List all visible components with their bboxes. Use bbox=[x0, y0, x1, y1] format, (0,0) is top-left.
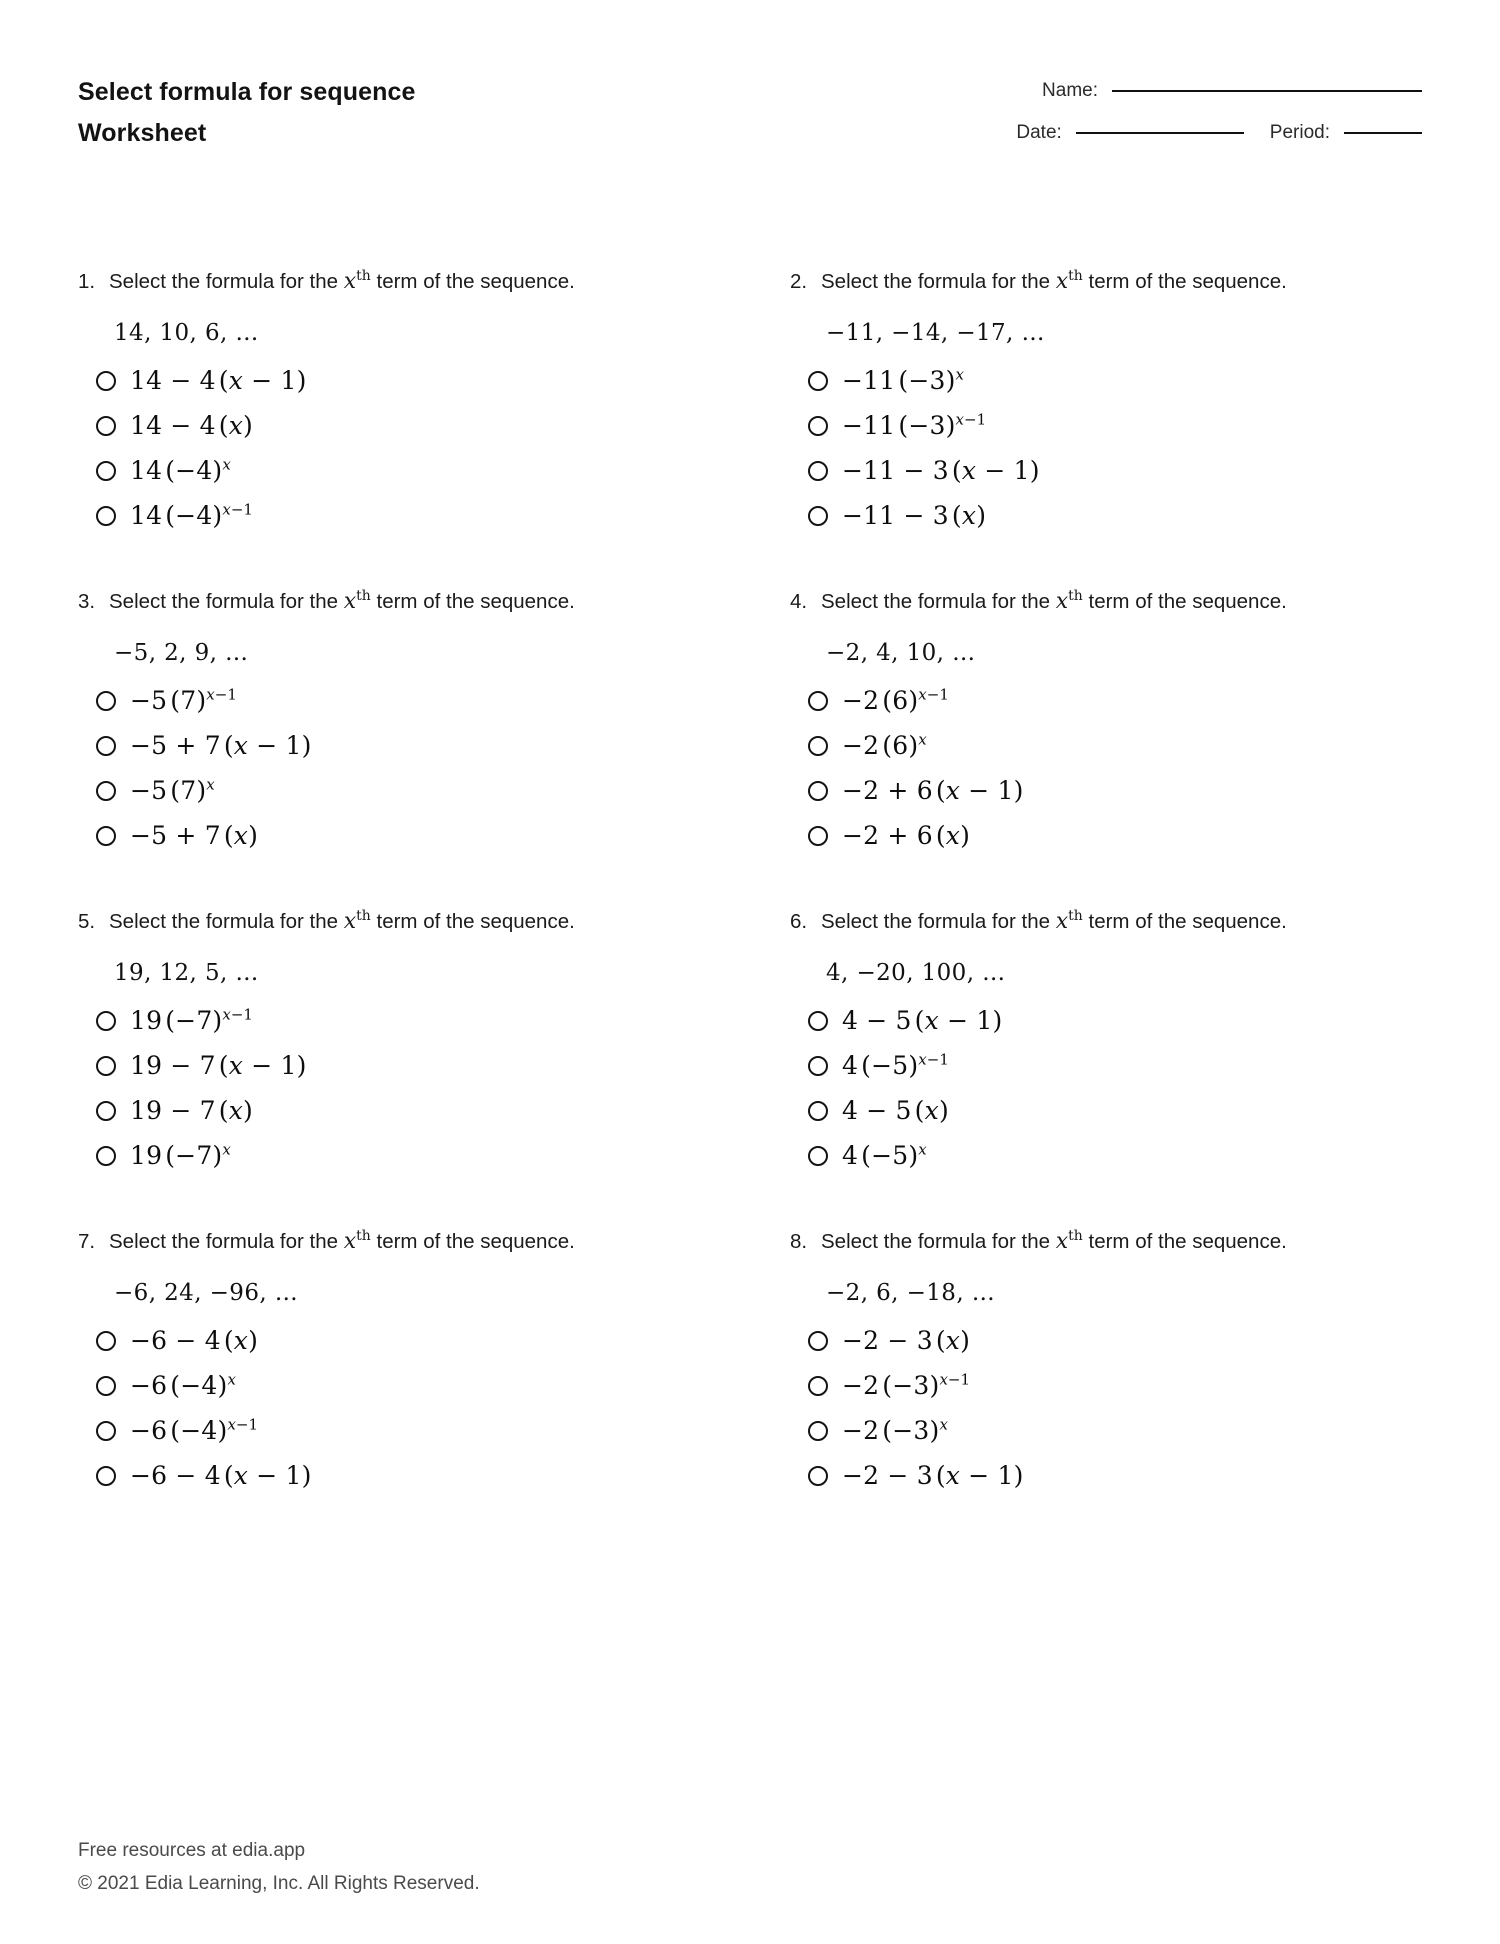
question-prompt-text: Select the formula for the $x^{th}$ term of the sequence. bbox=[109, 588, 575, 614]
period-label: Period: bbox=[1269, 122, 1330, 143]
answer-formula: −2 − 3 (x − 1) bbox=[842, 1461, 1024, 1490]
radio-button-icon[interactable] bbox=[808, 461, 828, 481]
radio-button-icon[interactable] bbox=[808, 1421, 828, 1441]
worksheet-header bbox=[78, 72, 1422, 182]
question-prompt-text: Select the formula for the $x^{th}$ term of the sequence. bbox=[821, 1228, 1287, 1254]
question-prompt-text: Select the formula for the $x^{th}$ term of the sequence. bbox=[109, 1228, 575, 1254]
answer-formula: 4 $(-5)^x$ bbox=[842, 1140, 927, 1170]
question-prompt-text: Select the formula for the $x^{th}$ term of the sequence. bbox=[109, 268, 575, 294]
answer-option[interactable] bbox=[96, 998, 760, 1043]
radio-button-icon[interactable] bbox=[96, 416, 116, 436]
answer-option[interactable] bbox=[808, 403, 1392, 448]
answer-option[interactable] bbox=[96, 1318, 760, 1363]
question-item bbox=[790, 262, 1422, 538]
answer-formula: 4 $(-5)^{x-1}$ bbox=[842, 1050, 949, 1080]
answer-option[interactable] bbox=[808, 1318, 1392, 1363]
question-prompt bbox=[78, 902, 760, 942]
answer-options bbox=[96, 1318, 760, 1498]
answer-option[interactable] bbox=[96, 1133, 760, 1178]
radio-button-icon[interactable] bbox=[808, 1331, 828, 1351]
worksheet-title-line1: Select formula for sequence bbox=[78, 78, 416, 106]
sequence-values: 19, 12, 5, … bbox=[114, 960, 259, 986]
date-label: Date: bbox=[1016, 122, 1062, 143]
question-number: 6. bbox=[790, 910, 808, 933]
answer-option[interactable] bbox=[808, 1043, 1392, 1088]
radio-button-icon[interactable] bbox=[808, 416, 828, 436]
answer-option[interactable] bbox=[808, 1453, 1392, 1498]
question-prompt-text: Select the formula for the $x^{th}$ term of the sequence. bbox=[821, 268, 1287, 294]
footer-copyright-text: © 2021 Edia Learning, Inc. All Rights Reserved. bbox=[78, 1873, 480, 1894]
answer-option[interactable] bbox=[96, 448, 760, 493]
answer-options bbox=[808, 678, 1392, 858]
radio-button-icon[interactable] bbox=[96, 1101, 116, 1121]
question-number: 1. bbox=[78, 270, 96, 293]
question-number: 3. bbox=[78, 590, 96, 613]
answer-formula: −2 + 6 (x − 1) bbox=[842, 776, 1024, 805]
answer-formula: −5 + 7 (x − 1) bbox=[130, 731, 312, 760]
radio-button-icon[interactable] bbox=[96, 1421, 116, 1441]
answer-formula: −2 + 6 (x) bbox=[842, 821, 971, 850]
radio-button-icon[interactable] bbox=[808, 1011, 828, 1031]
answer-options bbox=[808, 1318, 1392, 1498]
answer-formula: 14 $(-4)^{x-1}$ bbox=[130, 500, 253, 530]
answer-option[interactable] bbox=[808, 723, 1392, 768]
question-number: 7. bbox=[78, 1230, 96, 1253]
question-prompt-text: Select the formula for the $x^{th}$ term of the sequence. bbox=[821, 908, 1287, 934]
period-input-line[interactable] bbox=[1344, 132, 1422, 134]
sequence-values: −2, 4, 10, … bbox=[826, 640, 976, 666]
answer-option[interactable] bbox=[808, 358, 1392, 403]
answer-option[interactable] bbox=[808, 998, 1392, 1043]
sequence-values: −11, −14, −17, … bbox=[826, 320, 1045, 346]
question-item bbox=[78, 1222, 790, 1498]
answer-options bbox=[96, 678, 760, 858]
worksheet-footer bbox=[78, 1834, 978, 1900]
answer-formula: −6 − 4 (x) bbox=[130, 1326, 259, 1355]
question-number: 4. bbox=[790, 590, 808, 613]
question-prompt bbox=[790, 262, 1392, 302]
radio-button-icon[interactable] bbox=[96, 371, 116, 391]
answer-option[interactable] bbox=[96, 768, 760, 813]
question-item bbox=[790, 902, 1422, 1178]
answer-options bbox=[808, 998, 1392, 1178]
radio-button-icon[interactable] bbox=[808, 1101, 828, 1121]
answer-option[interactable] bbox=[96, 403, 760, 448]
answer-option[interactable] bbox=[808, 1088, 1392, 1133]
radio-button-icon[interactable] bbox=[96, 1376, 116, 1396]
question-item bbox=[78, 262, 790, 538]
sequence-values: −6, 24, −96, … bbox=[114, 1280, 299, 1306]
answer-option[interactable] bbox=[96, 813, 760, 858]
radio-button-icon[interactable] bbox=[808, 371, 828, 391]
answer-formula: −6 $(-4)^{x-1}$ bbox=[130, 1415, 259, 1445]
date-period-field-row bbox=[902, 122, 1422, 164]
answer-formula: −2 $(6)^{x-1}$ bbox=[842, 685, 949, 715]
radio-button-icon[interactable] bbox=[96, 461, 116, 481]
answer-formula: 14 $(-4)^x$ bbox=[130, 455, 231, 485]
answer-formula: 19 − 7 (x − 1) bbox=[130, 1051, 307, 1080]
answer-option[interactable] bbox=[808, 1363, 1392, 1408]
radio-button-icon[interactable] bbox=[808, 1466, 828, 1486]
sequence-values: −2, 6, −18, … bbox=[826, 1280, 996, 1306]
answer-formula: 19 $(-7)^{x-1}$ bbox=[130, 1005, 253, 1035]
answer-formula: −5 $(7)^x$ bbox=[130, 775, 215, 805]
question-prompt bbox=[790, 582, 1392, 622]
question-prompt bbox=[790, 902, 1392, 942]
answer-formula: 14 − 4 (x) bbox=[130, 411, 254, 440]
answer-formula: −11 − 3 (x) bbox=[842, 501, 987, 530]
answer-formula: −5 + 7 (x) bbox=[130, 821, 259, 850]
answer-option[interactable] bbox=[808, 1133, 1392, 1178]
radio-button-icon[interactable] bbox=[808, 691, 828, 711]
question-prompt bbox=[78, 582, 760, 622]
radio-button-icon[interactable] bbox=[96, 1466, 116, 1486]
answer-option[interactable] bbox=[808, 493, 1392, 538]
sequence-values: 14, 10, 6, … bbox=[114, 320, 259, 346]
answer-option[interactable] bbox=[96, 493, 760, 538]
answer-formula: 19 $(-7)^x$ bbox=[130, 1140, 231, 1170]
question-item bbox=[78, 902, 790, 1178]
radio-button-icon[interactable] bbox=[808, 826, 828, 846]
answer-formula: −11 $(-3)^{x-1}$ bbox=[842, 410, 987, 440]
radio-button-icon[interactable] bbox=[808, 506, 828, 526]
answer-formula: 14 − 4 (x − 1) bbox=[130, 366, 307, 395]
questions-grid bbox=[78, 262, 1422, 1542]
answer-formula: −2 $(-3)^x$ bbox=[842, 1415, 948, 1445]
question-item bbox=[78, 582, 790, 858]
radio-button-icon[interactable] bbox=[96, 826, 116, 846]
question-prompt bbox=[78, 1222, 760, 1262]
answer-option[interactable] bbox=[808, 1408, 1392, 1453]
radio-button-icon[interactable] bbox=[96, 1331, 116, 1351]
radio-button-icon[interactable] bbox=[808, 1056, 828, 1076]
radio-button-icon[interactable] bbox=[96, 1146, 116, 1166]
name-input-line[interactable] bbox=[1112, 90, 1422, 92]
radio-button-icon[interactable] bbox=[96, 1056, 116, 1076]
answer-formula: −11 $(-3)^x$ bbox=[842, 365, 964, 395]
question-number: 8. bbox=[790, 1230, 808, 1253]
radio-button-icon[interactable] bbox=[96, 781, 116, 801]
date-input-line[interactable] bbox=[1076, 132, 1244, 134]
radio-button-icon[interactable] bbox=[808, 781, 828, 801]
answer-option[interactable] bbox=[96, 358, 760, 403]
worksheet-title-line2: Worksheet bbox=[78, 119, 207, 147]
answer-formula: −6 $(-4)^x$ bbox=[130, 1370, 236, 1400]
title-block bbox=[78, 72, 416, 154]
answer-formula: 19 − 7 (x) bbox=[130, 1096, 254, 1125]
answer-option[interactable] bbox=[96, 1043, 760, 1088]
answer-formula: 4 − 5 (x) bbox=[842, 1096, 949, 1125]
answer-formula: −11 − 3 (x − 1) bbox=[842, 456, 1040, 485]
radio-button-icon[interactable] bbox=[808, 1376, 828, 1396]
question-item bbox=[790, 582, 1422, 858]
question-item bbox=[790, 1222, 1422, 1498]
question-number: 2. bbox=[790, 270, 808, 293]
sequence-values: 4, −20, 100, … bbox=[826, 960, 1006, 986]
question-prompt bbox=[790, 1222, 1392, 1262]
answer-option[interactable] bbox=[808, 678, 1392, 723]
answer-option[interactable] bbox=[96, 1088, 760, 1133]
answer-formula: −6 − 4 (x − 1) bbox=[130, 1461, 312, 1490]
answer-option[interactable] bbox=[96, 1408, 760, 1453]
answer-formula: −2 $(-3)^{x-1}$ bbox=[842, 1370, 971, 1400]
answer-option[interactable] bbox=[808, 768, 1392, 813]
radio-button-icon[interactable] bbox=[808, 1146, 828, 1166]
answer-option[interactable] bbox=[808, 448, 1392, 493]
student-info-fields bbox=[902, 80, 1422, 164]
answer-options bbox=[96, 998, 760, 1178]
footer-resources-text: Free resources at edia.app bbox=[78, 1840, 306, 1861]
radio-button-icon[interactable] bbox=[808, 736, 828, 756]
answer-option[interactable] bbox=[96, 678, 760, 723]
question-prompt-text: Select the formula for the $x^{th}$ term of the sequence. bbox=[821, 588, 1287, 614]
question-prompt-text: Select the formula for the $x^{th}$ term of the sequence. bbox=[109, 908, 575, 934]
question-number: 5. bbox=[78, 910, 96, 933]
answer-option[interactable] bbox=[808, 813, 1392, 858]
answer-options bbox=[96, 358, 760, 538]
answer-options bbox=[808, 358, 1392, 538]
answer-formula: −5 $(7)^{x-1}$ bbox=[130, 685, 237, 715]
name-label: Name: bbox=[1042, 80, 1098, 101]
name-field-row bbox=[902, 80, 1422, 122]
radio-button-icon[interactable] bbox=[96, 1011, 116, 1031]
answer-formula: 4 − 5 (x − 1) bbox=[842, 1006, 1003, 1035]
radio-button-icon[interactable] bbox=[96, 691, 116, 711]
answer-option[interactable] bbox=[96, 1363, 760, 1408]
answer-formula: −2 − 3 (x) bbox=[842, 1326, 971, 1355]
radio-button-icon[interactable] bbox=[96, 736, 116, 756]
answer-option[interactable] bbox=[96, 723, 760, 768]
answer-formula: −2 $(6)^x$ bbox=[842, 730, 927, 760]
radio-button-icon[interactable] bbox=[96, 506, 116, 526]
question-prompt bbox=[78, 262, 760, 302]
sequence-values: −5, 2, 9, … bbox=[114, 640, 249, 666]
answer-option[interactable] bbox=[96, 1453, 760, 1498]
